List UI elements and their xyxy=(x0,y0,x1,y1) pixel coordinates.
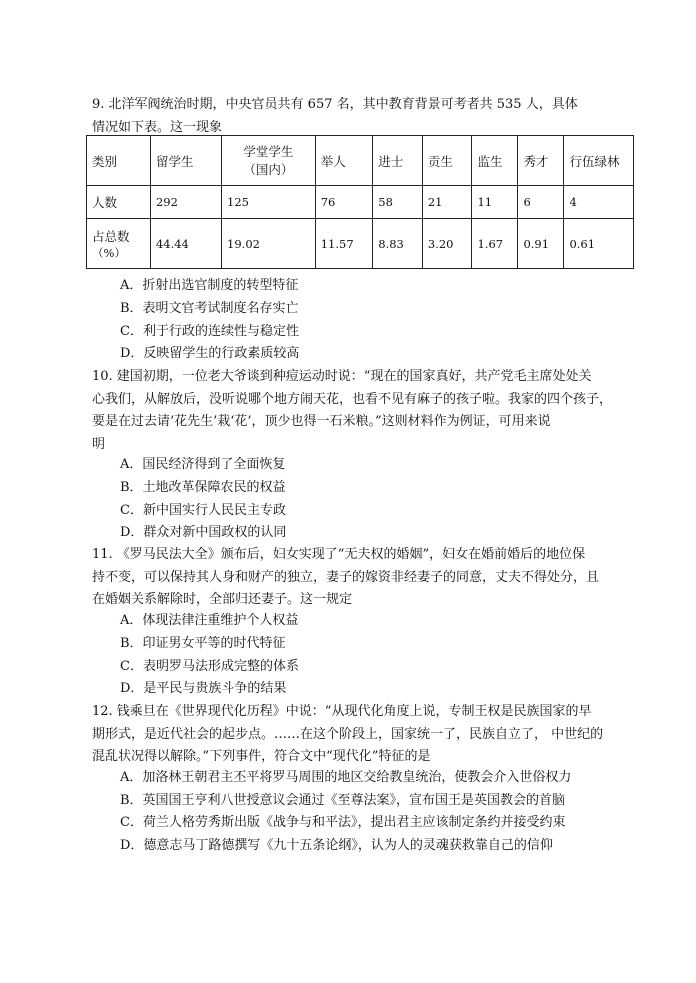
table-cell: 4 xyxy=(564,186,634,219)
table-header-cell: 监生 xyxy=(472,136,518,186)
table-cell: 1.67 xyxy=(472,219,518,269)
q9-option-c: C．利于行政的连续性与稳定性 xyxy=(120,324,299,339)
table-cell: 58 xyxy=(373,186,423,219)
q10-option-b: B．土地改革保障农民的权益 xyxy=(120,480,286,495)
table-header-cell: 秀才 xyxy=(518,136,564,186)
question-12-stem-line: 混乱状况得以解除。”下列事件，符合文中“现代化”特征的是 xyxy=(92,749,431,764)
question-9-stem-line: 9. 北洋军阀统治时期，中央官员共有 657 名，其中教育背景可考者共 535 人，具体 xyxy=(92,97,578,112)
table-cell: 19.02 xyxy=(222,219,316,269)
table-header-cell xyxy=(222,136,316,186)
table-cell: 11 xyxy=(472,186,518,219)
officials-education-table xyxy=(86,135,634,269)
q11-option-d: D．是平民与贵族斗争的结果 xyxy=(120,681,287,696)
table-cell: 0.61 xyxy=(564,219,634,269)
table-header-cell: 留学生 xyxy=(150,136,221,186)
question-11-stem-line: 持不变，可以保持其人身和财产的独立，妻子的嫁资非经妻子的同意，丈夫不得处分，且 xyxy=(92,569,600,585)
q10-option-c: C．新中国实行人民民主专政 xyxy=(120,503,286,518)
question-10-stem xyxy=(92,366,612,456)
row-label: 人数 xyxy=(87,186,151,219)
q12-option-a: A．加洛林王朝君主丕平将罗马周围的地区交给教皇统治，使教会介入世俗权力 xyxy=(120,770,572,785)
q9-option-a: A．折射出选官制度的转型特征 xyxy=(120,278,299,293)
question-10-stem-line: 要是在过去请‘花先生’栽‘花’，顶少也得一石米粮。”这则材料作为例证，可用来说 xyxy=(92,414,551,429)
table-cell: 8.83 xyxy=(373,219,423,269)
q11-option-a: A．体现法律注重维护个人权益 xyxy=(120,613,299,628)
question-11-stem-line: 在婚姻关系解除时，全部归还妻子。这一规定 xyxy=(92,592,353,607)
table-cell: 21 xyxy=(422,186,472,219)
table-header-row xyxy=(87,136,634,186)
question-10-stem-line: 心我们，从解放后，没听说哪个地方闹天花，也看不见有麻子的孩子啦。我家的四个孩子， xyxy=(92,391,613,407)
row-label xyxy=(87,219,151,269)
table-cell: 3.20 xyxy=(422,219,472,269)
table-row-count xyxy=(87,186,634,219)
q11-option-b: B．印证男女平等的时代特征 xyxy=(120,636,286,651)
q12-option-b: B．英国国王亨利八世授意议会通过《至尊法案》，宣布国王是英国教会的首脑 xyxy=(120,793,566,808)
table-cell: 292 xyxy=(150,186,221,219)
q10-option-a: A．国民经济得到了全面恢复 xyxy=(120,457,286,472)
q9-option-b: B．表明文官考试制度名存实亡 xyxy=(120,301,299,316)
table-cell: 125 xyxy=(222,186,316,219)
row-label-line: （%） xyxy=(92,245,126,260)
question-9-stem xyxy=(92,94,612,139)
q11-option-c: C．表明罗马法形成完整的体系 xyxy=(120,659,299,674)
table-header-cell: 进士 xyxy=(373,136,423,186)
question-12-stem-line: 期形式，是近代社会的起步点。……在这个阶段上，国家统一了，民族自立了， 中世纪的 xyxy=(92,726,604,742)
table-header-line: 学堂学生 xyxy=(243,143,294,159)
question-12-stem xyxy=(92,701,612,769)
question-10-stem-line: 10. 建国初期，一位老大爷谈到种痘运动时说：“现在的国家真好，共产党毛主席处处关 xyxy=(92,369,592,384)
q10-option-d: D．群众对新中国政权的认同 xyxy=(120,525,287,540)
table-header-line: （国内） xyxy=(243,161,294,177)
table-row-percent xyxy=(87,219,634,269)
question-11-stem xyxy=(92,544,612,612)
table-header-cell: 举人 xyxy=(315,136,373,186)
table-cell: 76 xyxy=(315,186,373,219)
question-12-stem-line: 12. 钱乘旦在《世界现代化历程》中说：“从现代化角度上说，专制王权是民族国家的早 xyxy=(92,704,592,719)
question-11-stem-line: 11. 《罗马民法大全》颁布后，妇女实现了“无夫权的婚姻”，妇女在婚前婚后的地位保 xyxy=(92,547,586,562)
table-cell: 11.57 xyxy=(315,219,373,269)
q12-option-c: C．荷兰人格劳秀斯出版《战争与和平法》，提出君主应该制定条约并接受约束 xyxy=(120,815,566,830)
table-cell: 6 xyxy=(518,186,564,219)
question-10-stem-line: 明 xyxy=(92,436,106,452)
q12-option-d: D．德意志马丁路德撰写《九十五条论纲》，认为人的灵魂获救靠自己的信仰 xyxy=(120,838,553,853)
table-header-cell: 类别 xyxy=(87,136,151,186)
table-cell: 44.44 xyxy=(150,219,221,269)
question-9-stem-line: 情况如下表。这一现象 xyxy=(92,119,223,135)
q9-option-d: D．反映留学生的行政素质较高 xyxy=(120,346,300,361)
row-label-line: 占总数 xyxy=(92,228,130,244)
table-cell: 0.91 xyxy=(518,219,564,269)
table-header-cell: 行伍绿林 xyxy=(564,136,634,186)
table-header-cell: 贡生 xyxy=(422,136,472,186)
